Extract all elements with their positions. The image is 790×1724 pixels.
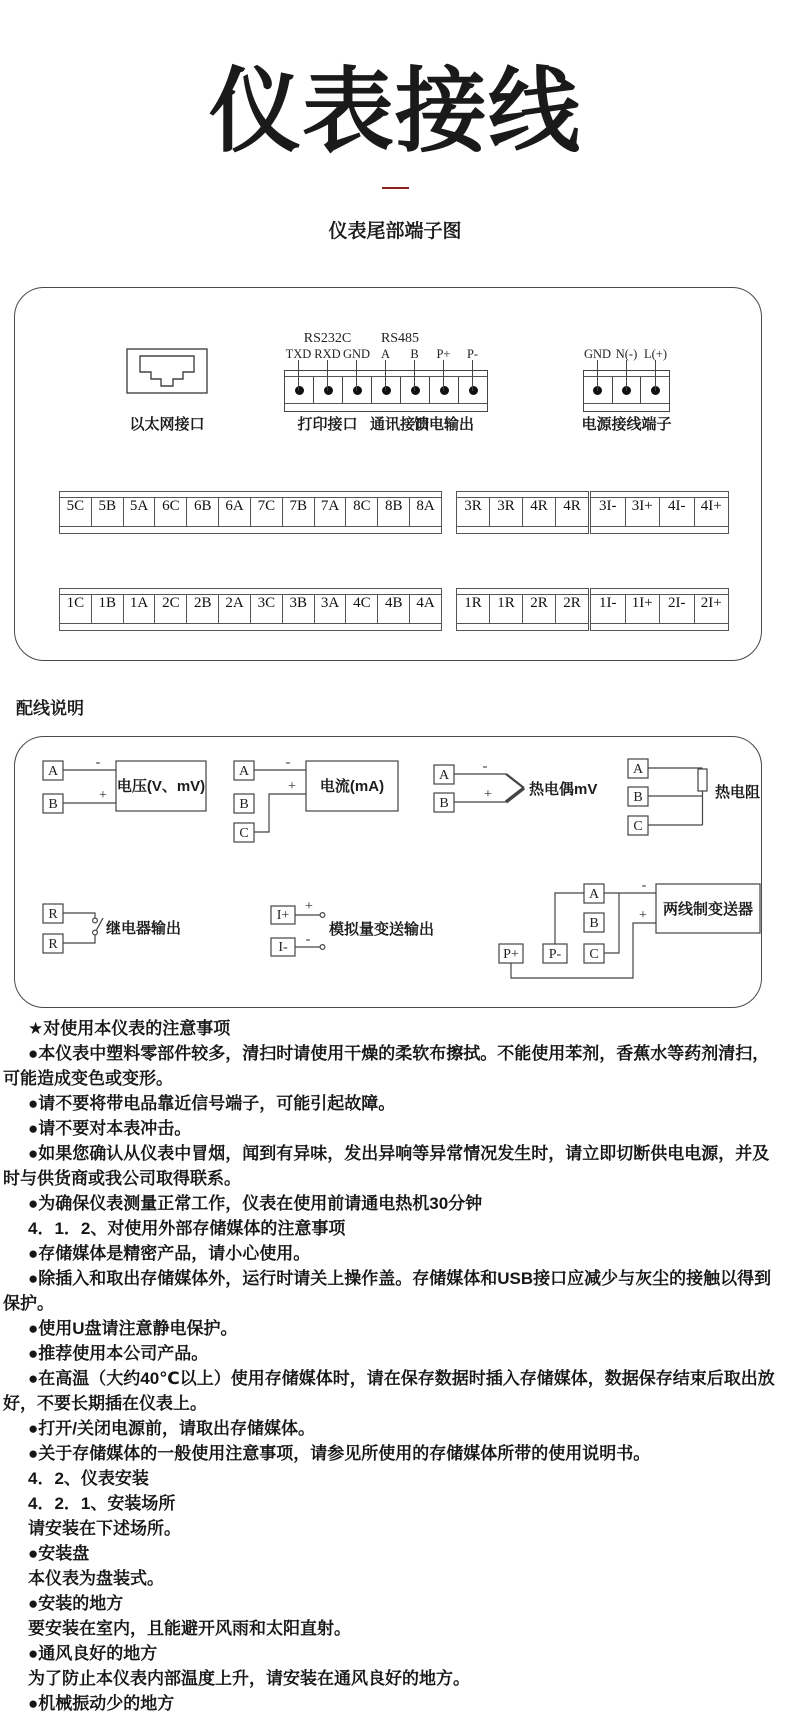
strip-cells (591, 498, 728, 526)
pin-label: GND (583, 347, 612, 361)
terminal-letter: A (238, 764, 250, 779)
strip-cells (457, 595, 588, 623)
pin-label: A (380, 347, 391, 361)
polarity-sign: + (639, 908, 647, 923)
terminal-letter: C (239, 826, 249, 841)
terminal-letter: I- (278, 940, 288, 955)
page-title: 仪表接线 (208, 61, 581, 163)
terminal-cell: 3C (251, 595, 283, 623)
note-paragraph: 4．2．1、安装场所 (28, 1494, 176, 1513)
terminal-cell: 6A (219, 498, 251, 526)
terminal-letter: A (588, 887, 600, 902)
pin-stem (583, 360, 612, 391)
power-terminal-block (583, 347, 670, 412)
terminal-cell: 4I- (660, 498, 695, 526)
terminal-cell: 3B (283, 595, 315, 623)
note-paragraph: ●打开/关闭电源前，请取出存储媒体。 (28, 1419, 315, 1438)
terminal-cell: 3I- (591, 498, 626, 526)
note-paragraph: ●使用U盘请注意静电保护。 (28, 1319, 238, 1338)
voltage-label: 电压(V、mV) (116, 778, 206, 795)
note-paragraph: ●安装的地方 (28, 1594, 124, 1613)
note-paragraph: ●请不要对本表冲击。 (28, 1119, 192, 1138)
terminal-letter: A (47, 764, 59, 779)
note-paragraph: 请安装在下述场所。 (28, 1519, 181, 1538)
terminal-cell: 4A (416, 595, 435, 611)
terminal-cell: 5B (92, 498, 124, 526)
terminal-cell: 2I- (660, 595, 695, 623)
terminal-letter: B (439, 796, 449, 811)
pin-label: GND (342, 347, 371, 361)
terminal-cell: 8A (416, 498, 435, 514)
pin-label: RXD (314, 347, 341, 361)
relay-label: 继电器输出 (106, 920, 182, 937)
comm-port-caption: 通讯接口 (369, 416, 430, 433)
wiring-diagrams (15, 737, 761, 1004)
terminal-letter: I+ (276, 908, 290, 923)
strip-band (457, 623, 588, 630)
note-paragraph: ●本仪表中塑料零部件较多，清扫时请使用干燥的柔软布擦拭。不能使用苯剂，香蕉水等药剂清扫，可能造成变色或变形。 (3, 1044, 770, 1088)
power-pin-stems (583, 360, 670, 391)
strip-cells (60, 498, 441, 526)
thermocouple-label: 热电偶mV (529, 781, 598, 798)
note-paragraph: ●存储媒体是精密产品，请小心使用。 (28, 1244, 311, 1263)
terminal-cell: 7B (283, 498, 315, 526)
strip-cells (591, 595, 728, 623)
rj45-port-icon (126, 348, 208, 394)
wiring-examples-panel (14, 736, 762, 1008)
note-paragraph: ●安装盘 (28, 1544, 90, 1563)
terminal-cell: 4C (346, 595, 378, 623)
terminal-cell: 5A (124, 498, 156, 526)
strip-cells (457, 498, 588, 526)
terminal-cell: 2I+ (700, 595, 722, 611)
terminal-strip-current-12 (590, 588, 729, 631)
polarity-sign: - (641, 878, 647, 893)
strip-band (60, 526, 441, 533)
polarity-sign: - (285, 755, 291, 770)
terminal-letter: R (48, 937, 58, 952)
note-paragraph: ●推荐使用本公司产品。 (28, 1344, 209, 1363)
strip-band (457, 526, 588, 533)
comm-pin-labels (284, 347, 488, 361)
note-paragraph: 要安装在室内，且能避开风雨和太阳直射。 (28, 1619, 351, 1638)
note-paragraph: ●机械振动少的地方 (28, 1694, 175, 1713)
terminal-cell: 3R (457, 498, 490, 526)
terminal-strip-1-4 (59, 588, 442, 631)
terminal-cell: 1R (490, 595, 523, 623)
pin-label: P- (466, 347, 479, 361)
note-paragraph: ●如果您确认从仪表中冒烟，闻到有异味，发出异响等异常情况发生时，请立即切断供电电源，并及时与供货商或我公司取得联系。 (3, 1144, 770, 1188)
terminal-strip-relay-12 (456, 588, 589, 631)
pin-stem (284, 360, 313, 391)
terminal-cell: 1I- (591, 595, 626, 623)
terminal-letter: C (633, 819, 643, 834)
terminal-cell: 1I+ (626, 595, 661, 623)
terminal-letter: R (48, 907, 58, 922)
note-paragraph: ●在高温（大约40℃以上）使用存储媒体时，请在保存数据时插入存储媒体，数据保存结束后取出放好，不要长期插在仪表上。 (3, 1369, 775, 1413)
polarity-sign: - (95, 755, 101, 770)
note-paragraph: ●除插入和取出存储媒体外，运行时请关上操作盖。存储媒体和USB接口应减少与灰尘的接触以得到保护。 (3, 1269, 772, 1313)
terminal-cell: 6C (155, 498, 187, 526)
analog-out-label: 模拟量变送输出 (329, 921, 435, 938)
current-label: 电流(mA) (319, 778, 385, 795)
polarity-sign: + (288, 779, 296, 794)
pin-stem (612, 360, 641, 391)
terminal-strip-relay-34 (456, 491, 589, 534)
comm-terminal-block (284, 331, 488, 412)
terminal-diagram-panel (14, 287, 762, 661)
note-paragraph: ●通风良好的地方 (28, 1644, 158, 1663)
pin-stem (458, 360, 487, 391)
terminal-cell: 3I+ (626, 498, 661, 526)
power-pin-labels (583, 347, 670, 361)
power-terminal-caption: 电源接线端子 (581, 416, 672, 433)
note-paragraph: ★对使用本仪表的注意事项 (28, 1019, 231, 1038)
terminal-cell: 8C (346, 498, 378, 526)
polarity-sign: - (305, 932, 311, 947)
terminal-cell: 2A (219, 595, 251, 623)
terminal-cell: 4I+ (700, 498, 722, 514)
terminal-cell: 4B (378, 595, 410, 623)
pin-label: N(-) (615, 347, 638, 361)
terminal-letter: A (438, 768, 450, 783)
terminal-letter: B (589, 916, 599, 931)
terminal-cell: 3A (315, 595, 347, 623)
wiring-section-label: 配线说明 (16, 699, 84, 718)
terminal-cell: 1A (124, 595, 156, 623)
pin-label: P+ (436, 347, 451, 361)
note-paragraph: 4．1．2、对使用外部存储媒体的注意事项 (28, 1219, 346, 1238)
terminal-cell: 1B (92, 595, 124, 623)
ethernet-caption: 以太网接口 (129, 416, 205, 433)
terminal-cell: 4R (523, 498, 556, 526)
polarity-sign: + (305, 899, 313, 914)
comm-group-headers (284, 331, 488, 347)
transmitter-label: 两线制变送器 (662, 901, 754, 918)
terminal-letter: B (48, 797, 58, 812)
strip-cells (60, 595, 441, 623)
note-paragraph: ●请不要将带电品靠近信号端子，可能引起故障。 (28, 1094, 396, 1113)
polarity-sign: + (99, 788, 107, 803)
terminal-cell: 7A (315, 498, 347, 526)
pin-stem (429, 360, 458, 391)
comm-pin-stems (284, 360, 487, 391)
pin-stem (342, 360, 371, 391)
terminal-letter: B (239, 797, 249, 812)
terminal-cell: 2R (563, 595, 581, 611)
print-port-caption: 打印接口 (297, 416, 358, 433)
pin-label: TXD (285, 347, 312, 361)
terminal-diagram-title: 仪表尾部端子图 (328, 221, 462, 242)
terminal-cell: 2C (155, 595, 187, 623)
pin-stem (641, 360, 670, 391)
rtd-label: 热电阻 (715, 784, 761, 801)
terminal-cell: 1R (457, 595, 490, 623)
strip-band (60, 623, 441, 630)
terminal-cell: 2R (523, 595, 556, 623)
strip-band (591, 526, 728, 533)
pin-stem (313, 360, 342, 391)
rs485-header: RS485 (380, 331, 420, 346)
note-paragraph: 4．2、仪表安装 (28, 1469, 149, 1488)
pin-stem (400, 360, 429, 391)
terminal-cell: 1C (60, 595, 92, 623)
pin-label: B (410, 347, 419, 361)
note-paragraph: 为了防止本仪表内部温度上升，请安装在通风良好的地方。 (28, 1669, 470, 1688)
block-band (584, 403, 669, 411)
terminal-letter: B (633, 790, 643, 805)
terminal-cell: 7C (251, 498, 283, 526)
polarity-sign: - (482, 759, 488, 774)
rs232c-header: RS232C (303, 331, 352, 346)
feed-output-caption: 馈电输出 (413, 416, 474, 433)
terminal-cell: 8B (378, 498, 410, 526)
terminal-letter: A (632, 762, 644, 777)
terminal-cell: 6B (187, 498, 219, 526)
terminal-letter: P+ (503, 947, 519, 962)
notes-list (0, 1016, 782, 1716)
polarity-sign: + (484, 787, 492, 802)
block-band (285, 403, 487, 411)
pin-stem (371, 360, 400, 391)
terminal-cell: 5C (60, 498, 92, 526)
terminal-strip-current-34 (590, 491, 729, 534)
terminal-cell: 3R (490, 498, 523, 526)
note-paragraph: ●关于存储媒体的一般使用注意事项，请参见所使用的存储媒体所带的使用说明书。 (28, 1444, 651, 1463)
strip-band (591, 623, 728, 630)
note-paragraph: ●为确保仪表测量正常工作，仪表在使用前请通电热机30分钟 (28, 1194, 483, 1213)
note-paragraph: 本仪表为盘装式。 (28, 1569, 164, 1588)
terminal-cell: 4R (563, 498, 581, 514)
terminal-letter: P- (548, 947, 562, 962)
title-accent-rule (382, 187, 409, 189)
terminal-letter: C (589, 947, 599, 962)
terminal-strip-5-8 (59, 491, 442, 534)
pin-label: L(+) (643, 347, 667, 361)
terminal-cell: 2B (187, 595, 219, 623)
